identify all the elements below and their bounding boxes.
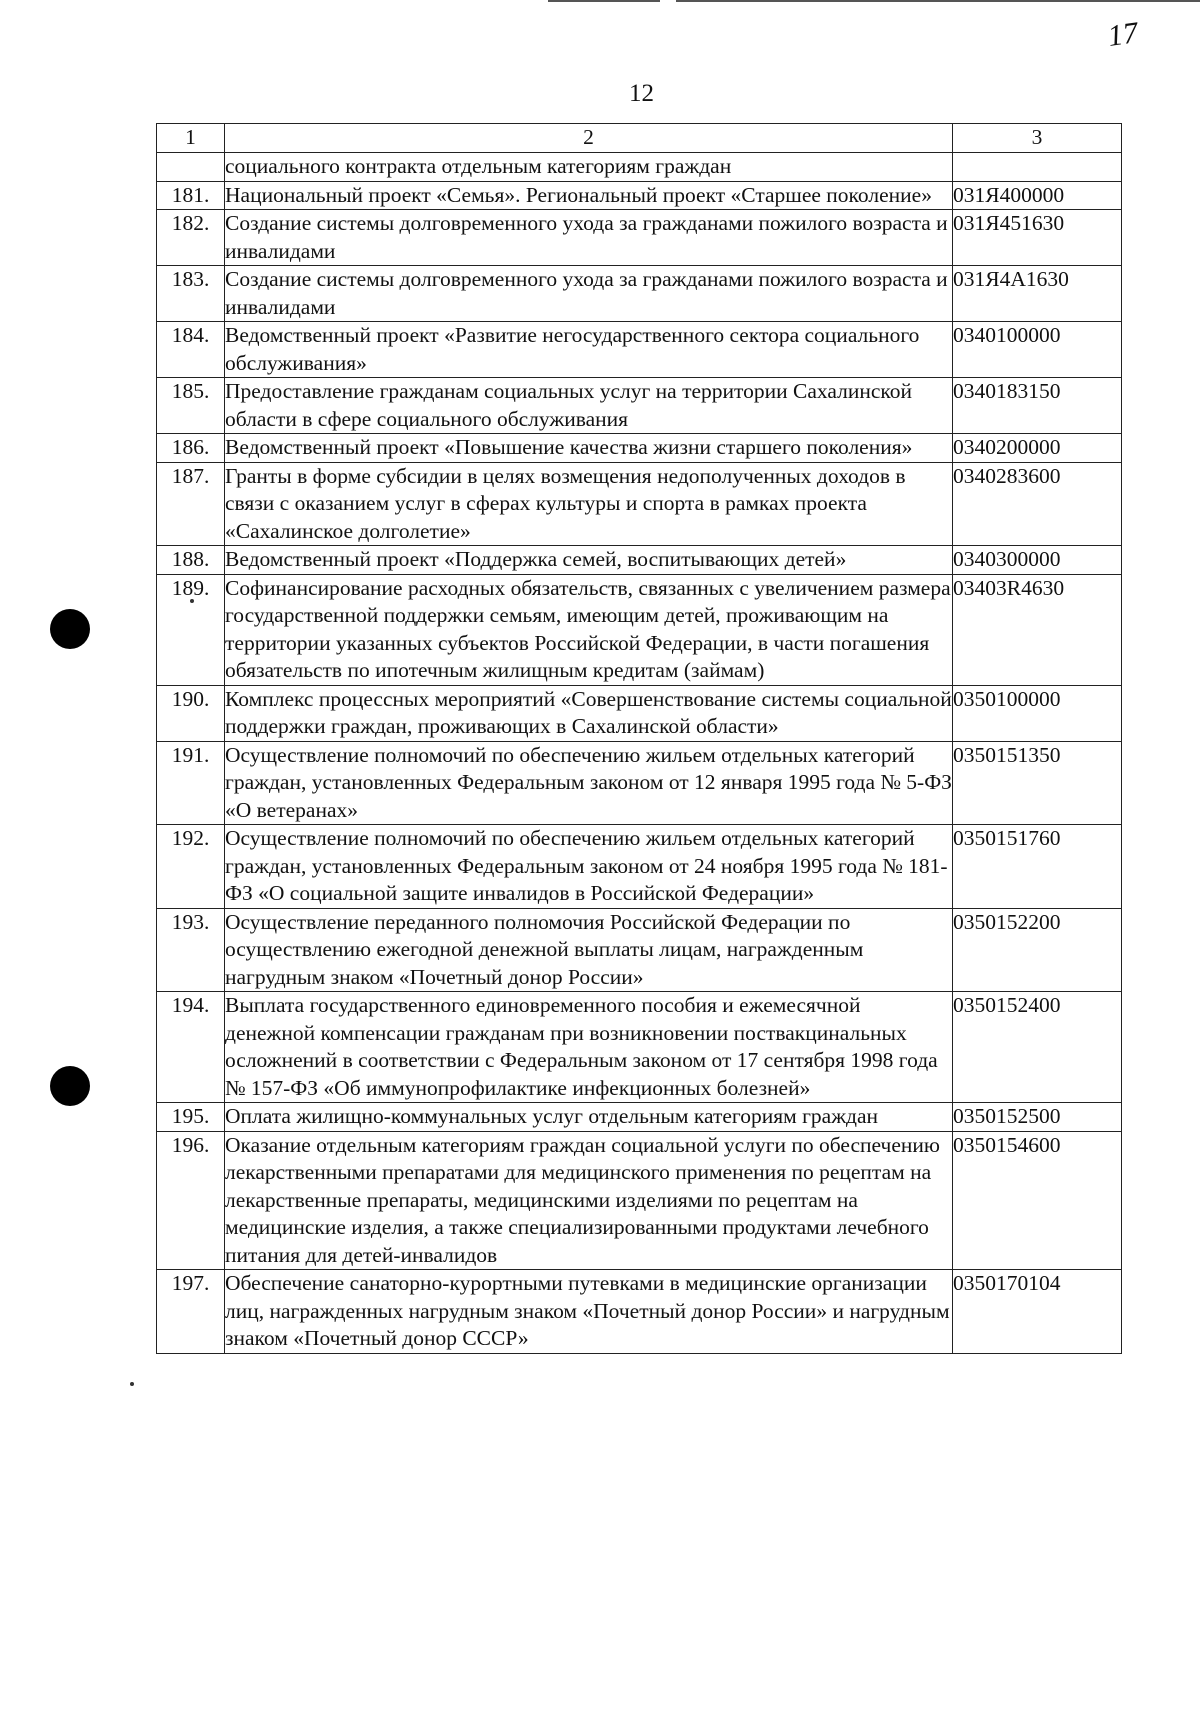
table-row — [157, 181, 1122, 210]
budget-codes-table — [156, 123, 1122, 1354]
row-description: Национальный проект «Семья». Региональный проект «Старшее поколение» — [225, 181, 953, 210]
row-number: 184. — [157, 322, 225, 378]
row-code: 0350170104 — [953, 1270, 1122, 1354]
scan-edge-line — [676, 0, 1200, 2]
row-code: 0350152500 — [953, 1103, 1122, 1132]
table-row — [157, 1103, 1122, 1132]
row-number: 185. — [157, 378, 225, 434]
table-row — [157, 434, 1122, 463]
table-row — [157, 378, 1122, 434]
row-description: Софинансирование расходных обязательств, связанных с увеличением размера государственной поддержки семьям, имеющим детей, проживающим на территории указанных субъектов Российской Федерации, в части погашения обязательств по ипотечным жилищным кредитам (займам) — [225, 574, 953, 685]
row-description: Предоставление гражданам социальных услуг на территории Сахалинской области в сфере социального обслуживания — [225, 378, 953, 434]
table-row — [157, 266, 1122, 322]
row-code: 0340100000 — [953, 322, 1122, 378]
row-description: социального контракта отдельным категориям граждан — [225, 153, 953, 182]
table-row — [157, 741, 1122, 825]
table-row — [157, 992, 1122, 1103]
row-number: 190. — [157, 685, 225, 741]
header-col-1: 1 — [157, 124, 225, 153]
punch-hole-icon — [50, 1066, 90, 1106]
row-number: 193. — [157, 908, 225, 992]
row-number: 191. — [157, 741, 225, 825]
table-row — [157, 1131, 1122, 1270]
row-number: 183. — [157, 266, 225, 322]
row-code: 03403R4630 — [953, 574, 1122, 685]
row-number: 182. — [157, 210, 225, 266]
table-row — [157, 685, 1122, 741]
page-number: 12 — [629, 80, 654, 107]
row-description: Обеспечение санаторно-курортными путевками в медицинские организации лиц, награжденных нагрудным знаком «Почетный донор России» и нагрудным знаком «Почетный донор СССР» — [225, 1270, 953, 1354]
row-number: 187. — [157, 462, 225, 546]
header-col-2: 2 — [225, 124, 953, 153]
table-row — [157, 546, 1122, 575]
table-header-row — [157, 124, 1122, 153]
row-code: 031Я400000 — [953, 181, 1122, 210]
row-code: 0350152400 — [953, 992, 1122, 1103]
scan-edge-line — [548, 0, 660, 2]
row-code: 0350100000 — [953, 685, 1122, 741]
row-number — [157, 153, 225, 182]
row-number: 186. — [157, 434, 225, 463]
row-code: 0350154600 — [953, 1131, 1122, 1270]
punch-hole-icon — [50, 609, 90, 649]
handwritten-page-mark: 17 — [1105, 16, 1141, 53]
row-description: Оказание отдельным категориям граждан социальной услуги по обеспечению лекарственными препаратами для медицинского применения по рецептам на лекарственные препараты, медицинскими изделиями по рецептам на медицинские изделия, а также специализированными продуктами лечебного питания для детей-инвалидов — [225, 1131, 953, 1270]
row-description: Создание системы долговременного ухода за гражданами пожилого возраста и инвалидами — [225, 266, 953, 322]
row-number: 192. — [157, 825, 225, 909]
row-description: Создание системы долговременного ухода за гражданами пожилого возраста и инвалидами — [225, 210, 953, 266]
row-description: Осуществление полномочий по обеспечению жильем отдельных категорий граждан, установленных Федеральным законом от 24 ноября 1995 года № 181-ФЗ «О социальной защите инвалидов в Российской Федерации» — [225, 825, 953, 909]
table-row — [157, 908, 1122, 992]
row-description: Ведомственный проект «Развитие негосударственного сектора социального обслуживания» — [225, 322, 953, 378]
row-description: Ведомственный проект «Поддержка семей, воспитывающих детей» — [225, 546, 953, 575]
table-row — [157, 322, 1122, 378]
row-code: 031Я4А1630 — [953, 266, 1122, 322]
row-description: Комплекс процессных мероприятий «Совершенствование системы социальной поддержки граждан, проживающих в Сахалинской области» — [225, 685, 953, 741]
table-row — [157, 574, 1122, 685]
row-number: 195. — [157, 1103, 225, 1132]
row-description: Выплата государственного единовременного пособия и ежемесячной денежной компенсации гражданам при возникновении поствакцинальных осложнений в соответствии с Федеральным законом от 17 сентября 1998 года № 157-ФЗ «Об иммунопрофилактике инфекционных болезней» — [225, 992, 953, 1103]
row-description: Гранты в форме субсидии в целях возмещения недополученных доходов в связи с оказанием услуг в сферах культуры и спорта в рамках проекта «Сахалинское долголетие» — [225, 462, 953, 546]
row-code: 0340183150 — [953, 378, 1122, 434]
table-row — [157, 210, 1122, 266]
row-number: 194. — [157, 992, 225, 1103]
row-code — [953, 153, 1122, 182]
row-description: Осуществление полномочий по обеспечению жильем отдельных категорий граждан, установленных Федеральным законом от 12 января 1995 года № 5-ФЗ «О ветеранах» — [225, 741, 953, 825]
row-code: 0340283600 — [953, 462, 1122, 546]
row-number: 196. — [157, 1131, 225, 1270]
row-number: 188. — [157, 546, 225, 575]
table-row — [157, 1270, 1122, 1354]
row-code: 0340300000 — [953, 546, 1122, 575]
row-number: 189. — [157, 574, 225, 685]
header-col-3: 3 — [953, 124, 1122, 153]
row-code: 0350152200 — [953, 908, 1122, 992]
continuation-row — [157, 153, 1122, 182]
row-code: 0350151350 — [953, 741, 1122, 825]
row-code: 0340200000 — [953, 434, 1122, 463]
row-code: 031Я451630 — [953, 210, 1122, 266]
row-code: 0350151760 — [953, 825, 1122, 909]
row-description: Оплата жилищно-коммунальных услуг отдельным категориям граждан — [225, 1103, 953, 1132]
table-row — [157, 825, 1122, 909]
row-number: 181. — [157, 181, 225, 210]
table-row — [157, 462, 1122, 546]
row-number: 197. — [157, 1270, 225, 1354]
scan-speck — [130, 1382, 134, 1386]
row-description: Ведомственный проект «Повышение качества жизни старшего поколения» — [225, 434, 953, 463]
row-description: Осуществление переданного полномочия Российской Федерации по осуществлению ежегодной денежной выплаты лицам, награжденным нагрудным знаком «Почетный донор России» — [225, 908, 953, 992]
